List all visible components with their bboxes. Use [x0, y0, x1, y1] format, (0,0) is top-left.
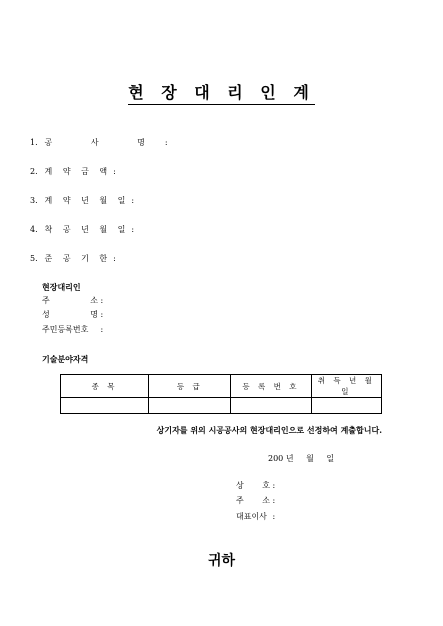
- item-label: 착 공 년 월 일: [44, 225, 130, 234]
- declaration-statement: 상기자를 위의 시공공사의 현장대리인으로 선정하여 계출합니다.: [156, 425, 382, 435]
- item-project-name: [30, 138, 168, 148]
- date-year-unit: 년: [285, 454, 294, 463]
- item-number: 4.: [30, 225, 38, 234]
- column-header-acquisition-date: 취 득 년 월 일: [311, 375, 381, 398]
- item-contract-amount: [30, 167, 116, 177]
- item-number: 2.: [30, 167, 38, 176]
- item-colon: :: [164, 138, 168, 147]
- signatory-company-label: 상 호: [236, 481, 270, 490]
- date-year: 200: [268, 454, 284, 463]
- submission-date: [268, 453, 334, 464]
- signatory-address-colon: :: [272, 496, 276, 505]
- item-label: 준 공 기 한: [44, 254, 112, 263]
- item-label: 공 사 명: [44, 138, 163, 147]
- item-colon: :: [131, 196, 135, 205]
- agent-name-label: 성 명: [42, 310, 98, 319]
- item-start-date: [30, 225, 134, 235]
- item-label: 계 약 년 월 일: [44, 196, 130, 205]
- agent-heading: 현장대리인: [42, 282, 81, 292]
- agent-resident-number-row: [42, 325, 103, 335]
- item-number: 1.: [30, 138, 38, 147]
- date-month-unit: 월: [306, 454, 314, 463]
- signatory-ceo-colon: :: [272, 512, 276, 521]
- signatory-ceo-row: [236, 512, 275, 522]
- table-cell[interactable]: [231, 398, 311, 414]
- item-colon: :: [131, 225, 135, 234]
- agent-resident-number-colon: :: [100, 325, 104, 334]
- date-day-unit: 일: [326, 454, 335, 463]
- agent-name-row: [42, 310, 103, 320]
- closing-addressee: 귀하: [207, 553, 236, 569]
- signatory-company-row: [236, 481, 275, 491]
- qualification-table: [60, 374, 382, 414]
- qualification-heading: 기술분야자격: [42, 354, 89, 364]
- agent-address-label: 주 소: [42, 296, 98, 305]
- signatory-company-colon: :: [272, 481, 276, 490]
- item-number: 3.: [30, 196, 38, 205]
- table-row: [61, 398, 382, 414]
- item-colon: :: [113, 167, 116, 176]
- item-colon: :: [113, 254, 116, 263]
- column-header-field: 종 목: [61, 375, 149, 398]
- item-completion-deadline: [30, 254, 116, 264]
- column-header-grade: 등 급: [149, 375, 231, 398]
- agent-address-colon: :: [100, 296, 104, 305]
- item-number: 5.: [30, 254, 38, 263]
- agent-resident-number-label: 주민등록번호: [42, 325, 89, 334]
- item-contract-date: [30, 196, 134, 206]
- signatory-ceo-label: 대표이사: [236, 512, 267, 521]
- signatory-address-row: [236, 496, 275, 506]
- table-header-row: [61, 375, 382, 398]
- agent-address-row: [42, 296, 103, 306]
- table-cell[interactable]: [61, 398, 149, 414]
- document-title-text: 현 장 대 리 인 계: [128, 83, 315, 105]
- signatory-address-label: 주 소: [236, 496, 270, 505]
- agent-name-colon: :: [100, 310, 104, 319]
- table-cell[interactable]: [149, 398, 231, 414]
- table-cell[interactable]: [311, 398, 381, 414]
- item-label: 계 약 금 액: [44, 167, 112, 176]
- document-title: [0, 83, 443, 105]
- column-header-registration-number: 등 록 번 호: [231, 375, 311, 398]
